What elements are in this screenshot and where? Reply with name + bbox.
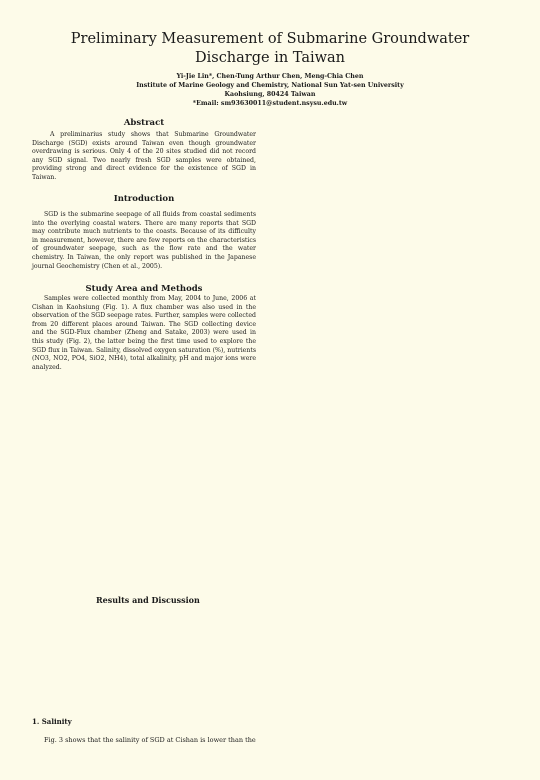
introduction-section <box>32 194 256 271</box>
abstract-section <box>32 118 256 183</box>
abstract-heading: Abstract <box>123 118 165 128</box>
paper-title: Preliminary Measurement of Submarine Groundwater Discharge in Taiwan <box>70 31 470 66</box>
methods-section <box>32 284 256 372</box>
institute: Institute of Marine Geology and Chemistry, National Sun Yat-sen University <box>136 82 404 89</box>
address: Kaohsiung, 80424 Taiwan <box>224 91 316 98</box>
salinity-heading: 1. Salinity <box>32 717 72 726</box>
introduction-heading: Introduction <box>113 194 175 204</box>
salinity-text: Fig. 3 shows that the salinity of SGD at Cishan is lower than the <box>44 736 256 744</box>
methods-text: Samples were collected monthly from May, 2004 to June, 2006 at Cishan in Kaohsiung (Fig. 1). A flux chamber was also used in the observation of the SGD seepage rates. Further, samples were collected from 20 different places around Taiwan. The SGD collecting device and the SGD-Flux chamber (Zheng and Satake, 2003) were used in this study (Fig. 2), the latter being the first time used to explore the SGD flux in Taiwan. Salinity, dissolved oxygen saturation (%), nutrients (NO3, NO2, PO4, SiO2, NH4), total alkalinity, pH and major ions were analyzed. <box>32 295 256 371</box>
email: *Email: sm93630011@student.nsysu.edu.tw <box>192 100 348 107</box>
methods-heading: Study Area and Methods <box>85 284 203 294</box>
results-heading: Results and Discussion <box>96 595 200 605</box>
introduction-text: SGD is the submarine seepage of all fluids from coastal sediments into the overlying coastal waters. There are many reports that SGD may contribute much nutrients to the coasts. Because of its difficulty in measurement, however, there are few reports on the characteristics of groundwater seepage, such as the flow rate and the water chemistry. In Taiwan, the only report was published in the Japanese journal Geochemistry (Chen et al., 2005). <box>32 211 256 270</box>
authors: Yi-Jie Lin*, Chen-Tung Arthur Chen, Meng-Chia Chen <box>176 73 364 80</box>
abstract-text: A preliminarius study shows that Submarine Groundwater Discharge (SGD) exists around Taiwan even though groundwater overdrawing is serious. Only 4 of the 20 sites studied did not record any SGD signal. Two nearly fresh SGD samples were obtained, providing strong and direct evidence for the existence of SGD in Taiwan. <box>32 131 256 181</box>
